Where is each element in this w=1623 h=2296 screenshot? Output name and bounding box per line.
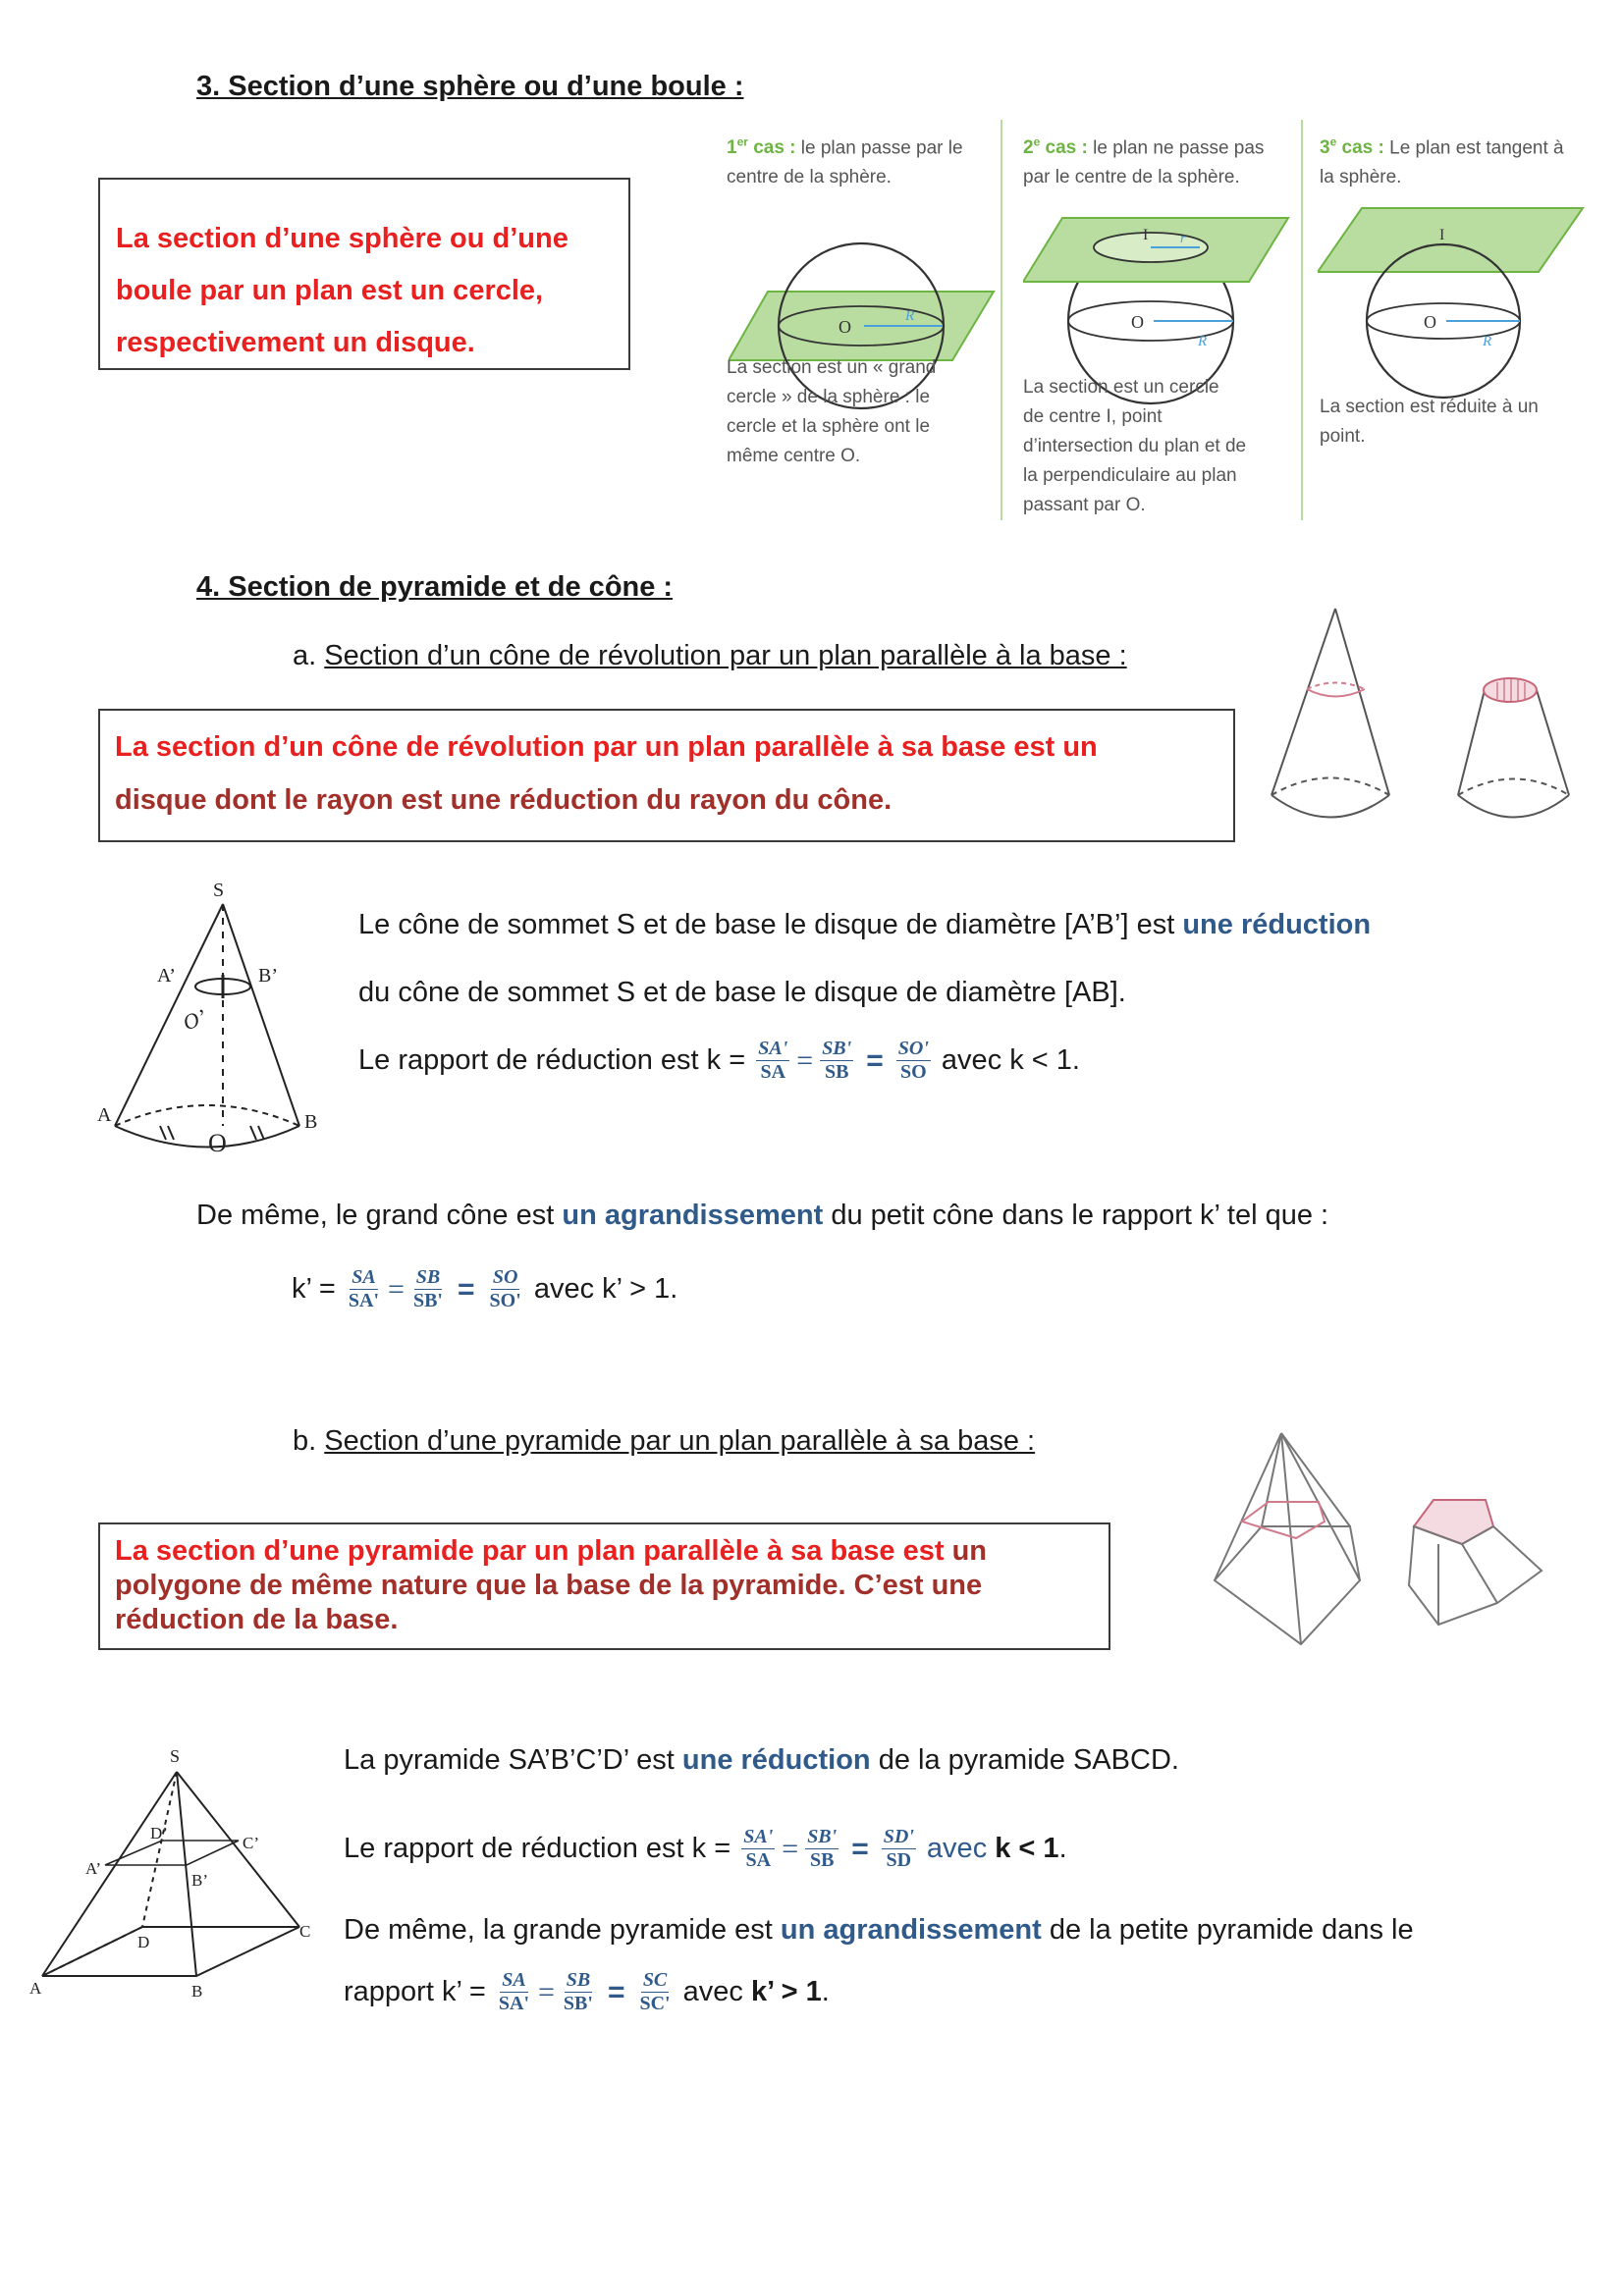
fraction: $\frac{SA}{SA'}$ — [498, 1969, 529, 2014]
divider — [1001, 120, 1002, 520]
pyramid-enlargement-paragraph: De même, la grande pyramide est un agrandissement de la petite pyramide dans le — [344, 1914, 1414, 1946]
fraction: $\frac{SB'}{SB}$ — [807, 1826, 838, 1871]
svg-text:I: I — [1439, 227, 1445, 243]
svg-text:A’: A’ — [157, 965, 176, 987]
sphere-def-line-2: boule par un plan est un cercle, — [116, 275, 544, 306]
svg-text:D’: D’ — [150, 1824, 168, 1842]
case-1-label-O: O — [839, 317, 851, 337]
case-2-description: La section est un cercle de centre I, point d’intersection du plan et de la perpendiculaire au plan passant par O. — [1023, 377, 1247, 515]
fraction: $\frac{SB}{SB'}$ — [412, 1266, 443, 1311]
svg-text:R: R — [1483, 334, 1492, 349]
svg-text:A’: A’ — [85, 1859, 102, 1878]
pyramid-enlargement-ratio: rapport k’ = $\frac{SA}{SA'}$ = $\frac{SB}{SB'}$ = $\frac{SC}{SC'}$ avec k’ > 1. — [344, 1969, 830, 2014]
svg-text:O: O — [208, 1129, 227, 1157]
fraction: $\frac{SB}{SB'}$ — [563, 1969, 593, 2014]
svg-text:B: B — [304, 1111, 318, 1133]
cone-enlargement-paragraph: De même, le grand cône est un agrandissement du petit cône dans le rapport k’ tel que : — [196, 1200, 1329, 1231]
svg-text:B’: B’ — [258, 965, 278, 987]
pyramid-def-line-3: réduction de la base. — [115, 1604, 399, 1635]
svg-text:I: I — [1143, 227, 1149, 243]
cone-definition-box — [98, 709, 1235, 842]
section-4-title: 4. Section de pyramide et de cône : — [196, 571, 674, 603]
section-3-title: 3. Section d’une sphère ou d’une boule : — [196, 71, 744, 102]
pyramid-definition-box — [98, 1522, 1110, 1650]
case-3-sphere-diagram — [1318, 188, 1597, 414]
subsection-b-title: b. Section d’une pyramide par un plan parallèle à sa base : — [293, 1425, 1036, 1457]
svg-text:A: A — [97, 1104, 112, 1126]
cone-sections-illustration — [1257, 604, 1591, 849]
cone-labeled-figure — [93, 869, 339, 1193]
cone-def-line-2: disque dont le rayon est une réduction du rayon du cône. — [115, 784, 893, 816]
case-1-title: 1er cas : le plan passe par le centre de la sphère. — [727, 135, 963, 188]
sphere-def-line-3: respectivement un disque. — [116, 327, 475, 358]
case-2-title: 2e cas : le plan ne passe pas par le centre de la sphère. — [1023, 135, 1265, 188]
sphere-cases-figure — [709, 120, 1597, 520]
svg-text:R: R — [905, 308, 915, 324]
fraction: $\frac{SD'}{SD}$ — [883, 1826, 914, 1871]
pyramid-def-line-2: polygone de même nature que la base de la pyramide. C’est une — [115, 1570, 983, 1601]
svg-text:O: O — [1424, 312, 1436, 332]
cone-label-S: S — [213, 880, 225, 901]
case-3-description: La section est réduite à un point. — [1320, 397, 1539, 447]
svg-text:O’: O’ — [179, 1003, 210, 1036]
svg-text:A: A — [29, 1979, 42, 1998]
fraction: $\frac{SA'}{SA}$ — [743, 1826, 774, 1871]
fraction: $\frac{SB'}{SB}$ — [822, 1038, 852, 1083]
cone-paragraph-2: du cône de sommet S et de base le disque de diamètre [AB]. — [358, 977, 1126, 1008]
case-1-description: La section est un « grand cercle » de la sphère : le cercle et la sphère ont le même centre O. — [727, 357, 937, 466]
cone-def-line-1: La section d’un cône de révolution par un plan parallèle à sa base est un — [115, 731, 1098, 763]
cone-paragraph-1: Le cône de sommet S et de base le disque de diamètre [A’B’] est une réduction — [358, 909, 1372, 940]
pyramid-reduction-ratio: Le rapport de réduction est k = $\frac{SA'}{SA}$ = $\frac{SB'}{SB}$ = $\frac{SD'}{SD}$ avec k < 1. — [344, 1826, 1067, 1871]
fraction: $\frac{SO'}{SO}$ — [897, 1038, 929, 1083]
svg-text:B’: B’ — [191, 1871, 208, 1890]
svg-text:C’: C’ — [243, 1834, 259, 1852]
svg-text:C: C — [299, 1922, 311, 1941]
svg-text:S: S — [170, 1746, 181, 1766]
svg-text:D: D — [137, 1933, 150, 1951]
case-3-title: 3e cas : Le plan est tangent à la sphère. — [1320, 135, 1564, 188]
cone-reduction-ratio: Le rapport de réduction est k = $\frac{SA'}{SA}$ = $\frac{SB'}{SB}$ = $\frac{SO'}{SO}$ avec k < 1. — [358, 1038, 1080, 1083]
fraction: $\frac{SC}{SC'}$ — [639, 1969, 671, 2014]
divider — [1301, 120, 1303, 520]
fraction: $\frac{SA'}{SA}$ — [758, 1038, 788, 1083]
subsection-a-title: a. Section d’un cône de révolution par un plan parallèle à la base : — [293, 640, 1127, 671]
pyramid-def-line-1: La section d’une pyramide par un plan parallèle à sa base est un — [115, 1535, 988, 1567]
svg-text:R: R — [1198, 334, 1208, 349]
svg-text:B: B — [191, 1982, 203, 2001]
pyramid-paragraph-1: La pyramide SA’B’C’D’ est une réduction de la pyramide SABCD. — [344, 1744, 1179, 1776]
svg-text:O: O — [1131, 312, 1144, 332]
svg-text:r: r — [1180, 232, 1186, 246]
fraction: $\frac{SA}{SA'}$ — [348, 1266, 380, 1311]
sphere-definition-box — [98, 178, 630, 370]
pyramid-labeled-figure — [25, 1742, 329, 2017]
sphere-def-line-1: La section d’une sphère ou d’une — [116, 223, 568, 254]
pyramid-sections-illustration — [1203, 1428, 1546, 1654]
cone-enlargement-ratio: k’ = $\frac{SA}{SA'}$ = $\frac{SB}{SB'}$ = $\frac{SO}{SO'}$ avec k’ > 1. — [292, 1266, 678, 1311]
fraction: $\frac{SO}{SO'}$ — [489, 1266, 521, 1311]
